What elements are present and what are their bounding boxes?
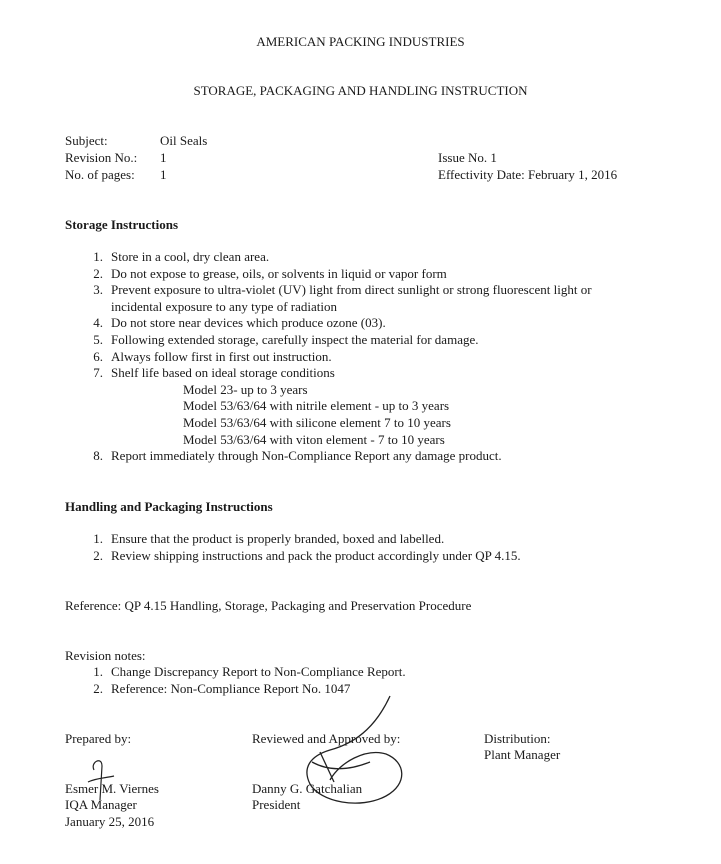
subject-value: Oil Seals bbox=[160, 133, 208, 148]
reviewed-by-label: Reviewed and Approved by: bbox=[252, 731, 401, 746]
list-item: 3. Prevent exposure to ultra-violet (UV) light from direct sunlight or strong fluorescent light or incidental exposure to any type of radiation bbox=[93, 282, 592, 314]
handling-heading: Handling and Packaging Instructions bbox=[65, 499, 273, 514]
document-title: STORAGE, PACKAGING AND HANDLING INSTRUCTION bbox=[193, 83, 528, 98]
list-item: 1. Ensure that the product is properly branded, boxed and labelled. bbox=[93, 531, 445, 546]
reference: Reference: QP 4.15 Handling, Storage, Packaging and Preservation Procedure bbox=[65, 598, 472, 613]
pages-value: 1 bbox=[160, 167, 167, 182]
pages-label: No. of pages: bbox=[65, 167, 135, 182]
prepared-date: January 25, 2016 bbox=[65, 814, 155, 829]
handling-list bbox=[85, 531, 655, 564]
prepared-title: IQA Manager bbox=[65, 797, 137, 812]
revision-value: 1 bbox=[160, 150, 167, 165]
list-item: 2. Reference: Non-Compliance Report No. 1047 bbox=[93, 680, 351, 696]
storage-heading: Storage Instructions bbox=[65, 217, 179, 232]
revision-notes-heading: Revision notes: bbox=[65, 648, 146, 663]
list-item: 8. Report immediately through Non-Compliance Report any damage product. bbox=[93, 448, 502, 464]
shelf-life-item: Model 53/63/64 with viton element - 7 to 10 years bbox=[183, 431, 445, 447]
preparer-signature-image bbox=[80, 752, 120, 812]
list-item: 6. Always follow first in first out instruction. bbox=[93, 348, 332, 364]
approver-signature-image bbox=[290, 692, 420, 822]
reviewed-name: Danny G. Gatchalian bbox=[252, 781, 363, 796]
list-item: 7. Shelf life based on ideal storage conditions Model 23- up to 3 years Model 53/63/64 with nitrile element - up to 3 years Model 53/63/64 with silicone element 7 to 10 years Model 53/63/64 with viton element - 7 to 10 years bbox=[85, 365, 655, 448]
subject-label: Subject: bbox=[65, 133, 108, 148]
effectivity-date: Effectivity Date: February 1, 2016 bbox=[438, 167, 618, 182]
list-item: 1. Change Discrepancy Report to Non-Compliance Report. bbox=[93, 664, 406, 679]
storage-list bbox=[85, 249, 655, 465]
prepared-by-label: Prepared by: bbox=[65, 731, 132, 746]
issue-number: Issue No. 1 bbox=[438, 150, 497, 165]
company-name: AMERICAN PACKING INDUSTRIES bbox=[256, 34, 465, 49]
shelf-life-item: Model 23- up to 3 years bbox=[183, 381, 308, 397]
prepared-name: Esmer M. Viernes bbox=[65, 781, 159, 796]
shelf-life-item: Model 53/63/64 with silicone element 7 to 10 years bbox=[183, 414, 451, 430]
revision-label: Revision No.: bbox=[65, 150, 138, 165]
distribution-value: Plant Manager bbox=[484, 747, 561, 762]
distribution-label: Distribution: bbox=[484, 731, 551, 746]
list-item: 2. Do not expose to grease, oils, or solvents in liquid or vapor form bbox=[93, 265, 447, 281]
list-item: 1. Store in a cool, dry clean area. bbox=[93, 249, 270, 264]
reviewed-title: President bbox=[252, 797, 301, 812]
list-item: 4. Do not store near devices which produce ozone (03). bbox=[93, 315, 386, 331]
shelf-life-item: Model 53/63/64 with nitrile element - up to 3 years bbox=[183, 398, 450, 414]
list-item: 5. Following extended storage, carefully inspect the material for damage. bbox=[93, 331, 479, 347]
list-item: 2. Review shipping instructions and pack the product accordingly under QP 4.15. bbox=[93, 547, 521, 563]
